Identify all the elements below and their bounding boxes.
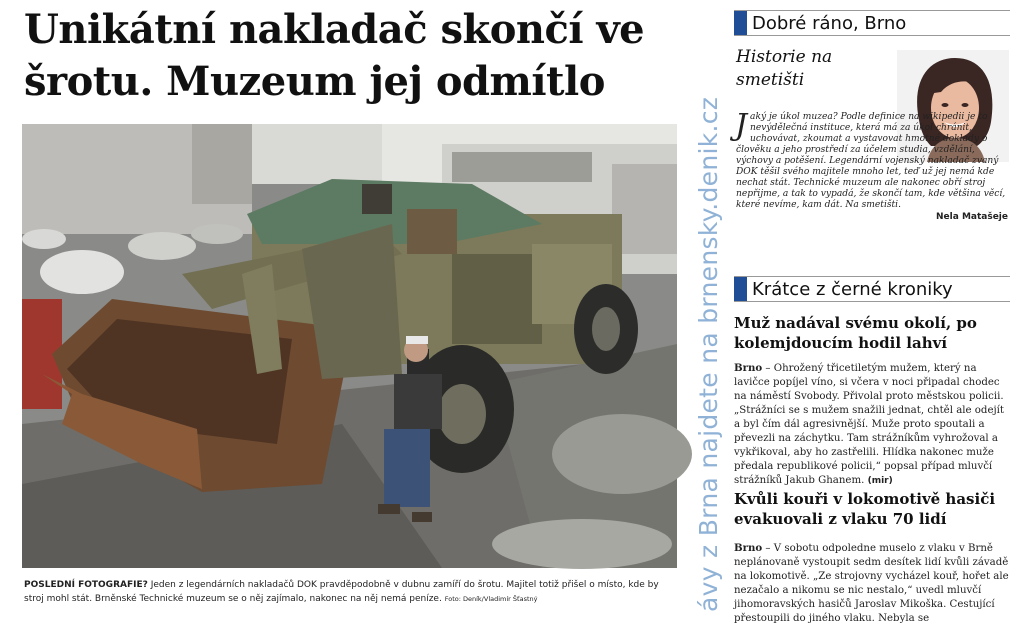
news-item-body (734, 541, 1010, 624)
news-item-title: Kvůli kouři v lokomotivě hasiči evakuovali z vlaku 70 lidí (734, 490, 996, 528)
column-body: aký je úkol muzea? Podle definice na wikipedii je to nevýdělečná instituce, která má za úkol chránit, uchovávat, zkoumat a vystavovat hmotné doklady o člověku a jeho prostředí za účelem studia, vzdělání, výchovy a potěšení. Legendární vojenský nakladač zvaný DOK těšil svého majitele mnoho let, teď už jej nemá kde nechat stát. Technické muzeum ale nakonec obří stroj nepřijme, a tak to vypadá, že skončí tam, kde většina věcí, které nevíme, kam dát. Na smetišti. (736, 112, 1006, 210)
section-label: Dobré ráno, Brno (752, 13, 907, 34)
column-text (735, 108, 1008, 223)
news-item-dateline: Brno (734, 542, 763, 554)
article-headline: Unikátní nakladač skončí ve šrotu. Muzeum jej odmítlo (24, 6, 645, 105)
caption-text: Jeden z legendárních nakladačů DOK pravděpodobně v dubnu zamíří do šrotu. Majitel totiž přišel o místo, kde by stroj mohl stát. Brněnské Technické muzeum se o něj zajímalo, nakonec na něj nemá peníze. (24, 580, 659, 604)
column-title: Historie na smetišti (736, 47, 833, 90)
article-photo (22, 124, 677, 568)
news-item-body (734, 361, 1010, 488)
photo-credit: Foto: Deník/Vladimír Šťastný (444, 595, 538, 603)
caption-lead: POSLEDNÍ FOTOGRAFIE? (24, 580, 148, 590)
section-bar (734, 277, 747, 301)
section-header-crime (734, 276, 1010, 302)
photo-caption (24, 578, 679, 606)
column-dropcap: J (735, 108, 748, 143)
news-item-dateline: Brno (734, 362, 763, 374)
news-item-title: Muž nadával svému okolí, po kolemjdoucím hodil lahví (734, 314, 977, 352)
column-author: Nela Matašeje (936, 212, 1008, 222)
news-item-text: – Ohrožený třicetiletým mužem, který na lavičce popíjel víno, si včera v noci připadal chodec na náměstí Svobody. Přivolal proto městskou policii. „Strážníci se s mužem snažili jednat, chtěl ale odejít a byl čím dál agresivnější. Muže proto spoutali a převezli na záchytku. Tam strážníkům vyhrožoval a vykřikoval, aby ho zastřelili. Hlídka nakonec muže předala republikové policii,“ popsal případ mluvčí strážníků Jakub Ghanem. (734, 363, 1004, 486)
section-bar (734, 11, 747, 35)
website-promo: ávy z Brna najdete na brnensky.denik.cz (694, 96, 723, 612)
news-item-text: – V sobotu odpoledne muselo z vlaku v Brně neplánovaně vystoupit sedm desítek lidí kvůli závadě na lokomotivě. „Ze strojovny vycházel kouř, hořet ale nezačalo a nikomu se nic nestalo,“ uvedl mluvčí jihomoravských hasičů Jaroslav Mikoška. Cestující přestoupili do jiného vlaku. Nebyla se (734, 543, 1009, 624)
news-item-signature: (mir) (867, 476, 893, 486)
section-label: Krátce z černé kroniky (752, 279, 953, 300)
section-header-greeting (734, 10, 1010, 36)
